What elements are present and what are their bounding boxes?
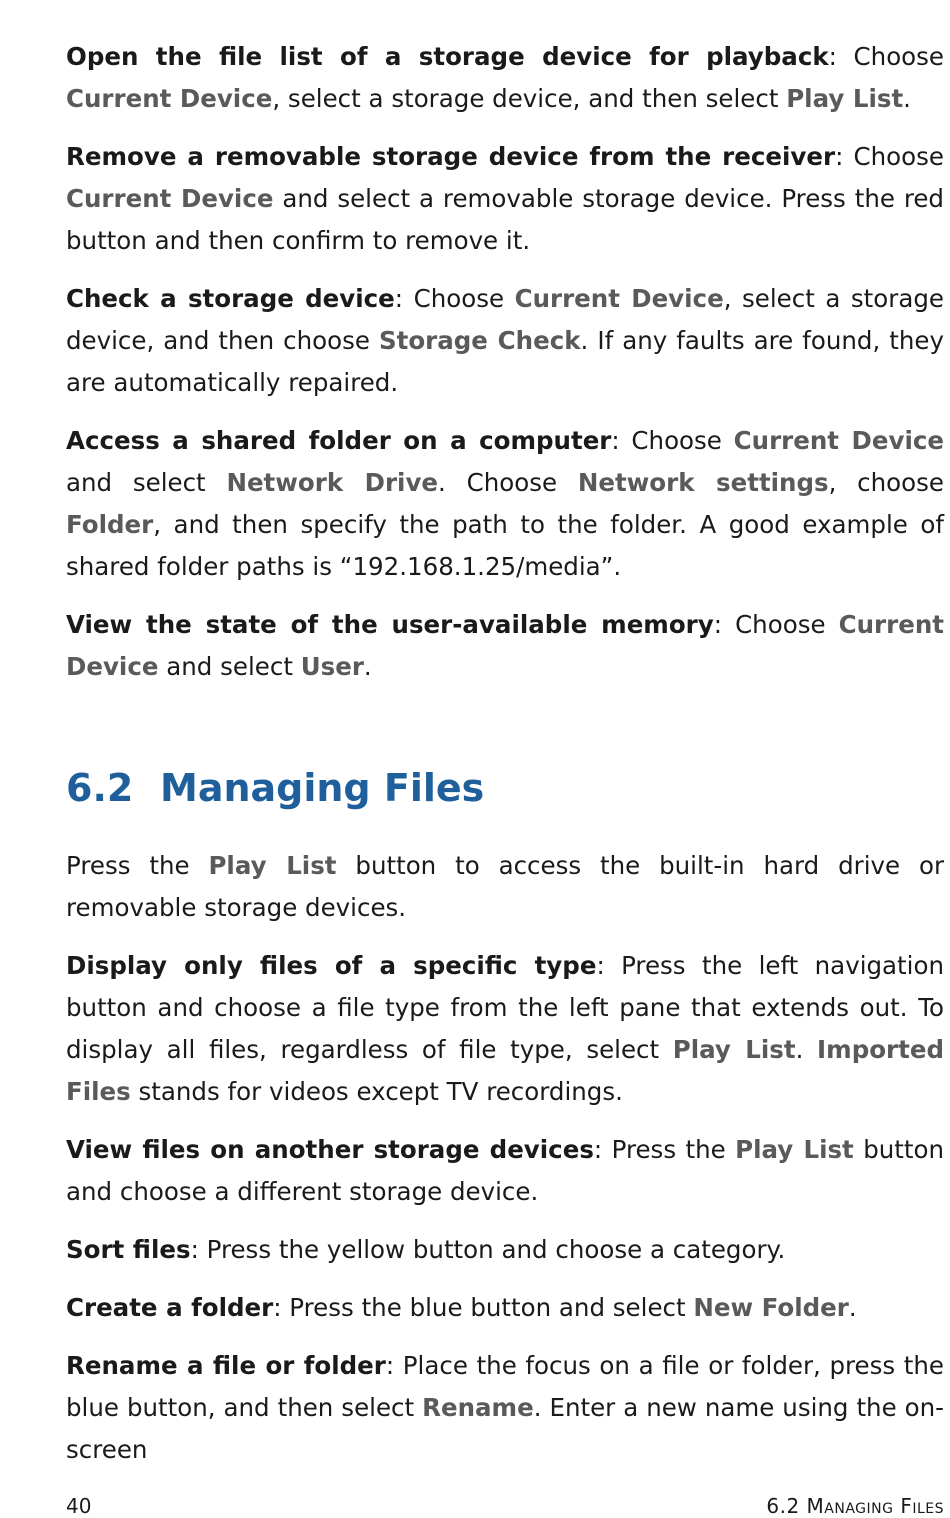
body-text: . <box>795 1035 818 1064</box>
ui-reference: User <box>300 652 364 681</box>
paragraph-term: Sort files <box>66 1235 191 1264</box>
body-text: . Choose <box>438 468 578 497</box>
body-text: . <box>848 1293 857 1322</box>
body-text: : Choose <box>828 42 945 71</box>
body-text: , and then specify the path to the folder. A good example of shared folder paths is “192.168.1.25/media”. <box>66 510 944 581</box>
section-heading <box>66 766 484 810</box>
body-text: : Choose <box>611 426 734 455</box>
paragraph-term: Remove a removable storage device from the receiver <box>66 142 836 171</box>
paragraph-term: Create a folder <box>66 1293 274 1322</box>
paragraph <box>66 1229 944 1271</box>
body-text: : Press the <box>593 1135 736 1164</box>
paragraph-term: Check a storage device <box>66 284 395 313</box>
ui-reference: Current Device <box>66 610 944 681</box>
body-text: and select <box>66 468 227 497</box>
page-number: 40 <box>66 1494 92 1518</box>
body-text: stands for videos except TV recordings. <box>130 1077 623 1106</box>
ui-reference: New Folder <box>693 1293 849 1322</box>
body-text: . <box>903 84 911 113</box>
paragraph <box>66 845 944 929</box>
ui-reference: Network settings <box>577 468 829 497</box>
section-2-body <box>66 845 944 1487</box>
section-title: Managing Files <box>160 766 485 810</box>
body-text: and select a removable storage device. Press the red button and then confirm to remove it. <box>66 184 944 255</box>
section-number: 6.2 <box>66 766 134 810</box>
paragraph-term: View the state of the user-available memory <box>66 610 714 639</box>
ui-reference: Current Device <box>66 84 273 113</box>
ui-reference: Network Drive <box>226 468 439 497</box>
paragraph-term: Access a shared folder on a computer <box>66 426 612 455</box>
ui-reference: Play List <box>208 851 337 880</box>
running-header: 6.2 Managing Files <box>766 1494 944 1518</box>
paragraph-term: Open the file list of a storage device for playback <box>66 42 829 71</box>
paragraph-term: View files on another storage devices <box>66 1135 594 1164</box>
ui-reference: Play List <box>786 84 904 113</box>
body-text: button to access the built-in hard drive or removable storage devices. <box>66 851 945 922</box>
body-text: : Choose <box>394 284 515 313</box>
ui-reference: Rename <box>422 1393 534 1422</box>
body-text: : Press the left navigation button and choose a file type from the left pane that extends out. To display all files, regardless of file type, select <box>66 951 944 1064</box>
ui-reference: Imported Files <box>66 1035 945 1106</box>
body-text: : Press the yellow button and choose a category. <box>190 1235 786 1264</box>
body-text: and select <box>158 652 301 681</box>
paragraph <box>66 945 944 1113</box>
body-text: : Choose <box>713 610 839 639</box>
body-text: . Enter a new name using the on-screen <box>66 1393 944 1464</box>
paragraph-term: Rename a file or folder <box>66 1351 386 1380</box>
ui-reference: Current Device <box>733 426 944 455</box>
body-text: . <box>363 652 372 681</box>
ui-reference: Current Device <box>514 284 724 313</box>
paragraph <box>66 136 944 262</box>
paragraph <box>66 1345 944 1471</box>
body-text: , choose <box>828 468 945 497</box>
section-1-body <box>66 36 944 704</box>
body-text: : Choose <box>835 142 944 171</box>
body-text: : Place the focus on a file or folder, press the blue button, and then select <box>66 1351 944 1422</box>
paragraph <box>66 1287 944 1329</box>
paragraph <box>66 36 944 120</box>
paragraph-term: Display only files of a specific type <box>66 951 597 980</box>
body-text: Press the <box>66 851 209 880</box>
paragraph <box>66 1129 944 1213</box>
ui-reference: Play List <box>735 1135 854 1164</box>
paragraph <box>66 278 944 404</box>
body-text: : Press the blue button and select <box>273 1293 694 1322</box>
ui-reference: Storage Check <box>378 326 581 355</box>
paragraph <box>66 420 944 588</box>
body-text: button and choose a different storage device. <box>66 1135 945 1206</box>
body-text: . If any faults are found, they are automatically repaired. <box>66 326 944 397</box>
ui-reference: Current Device <box>66 184 274 213</box>
ui-reference: Folder <box>66 510 154 539</box>
body-text: , select a storage device, and then choose <box>66 284 944 355</box>
ui-reference: Play List <box>672 1035 796 1064</box>
body-text: , select a storage device, and then select <box>272 84 787 113</box>
paragraph <box>66 604 944 688</box>
